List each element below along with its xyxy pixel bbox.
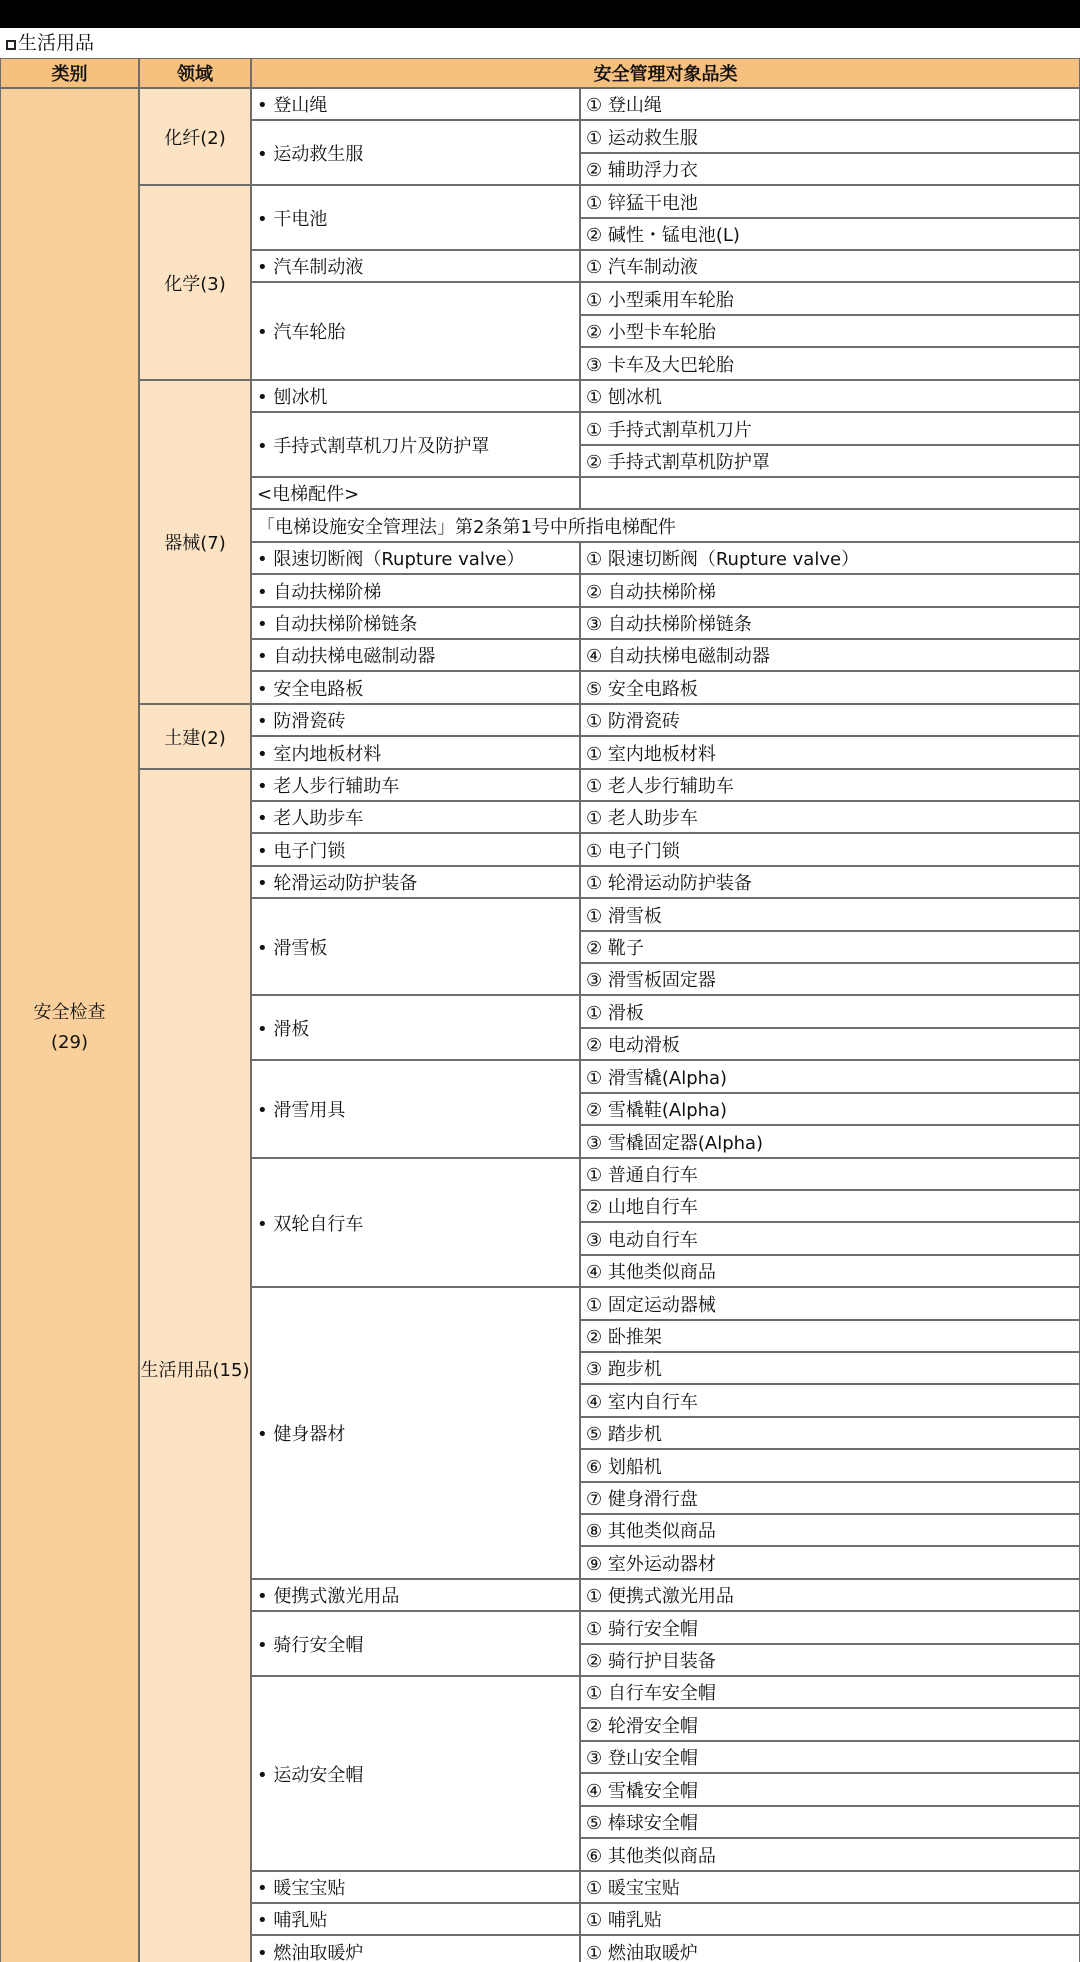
class-cell: ① 汽车制动液 <box>580 250 1080 282</box>
class-cell: ① 燃油取暖炉 <box>580 1935 1080 1962</box>
class-cell: ③ 跑步机 <box>580 1352 1080 1384</box>
item-cell: • 登山绳 <box>251 88 580 120</box>
item-cell: • 汽车制动液 <box>251 250 580 282</box>
class-cell: ④ 其他类似商品 <box>580 1255 1080 1287</box>
item-cell: • 安全电路板 <box>251 671 580 704</box>
class-cell: ② 靴子 <box>580 931 1080 963</box>
class-cell: ② 雪橇鞋(Alpha) <box>580 1093 1080 1125</box>
item-cell: • 老人助步车 <box>251 801 580 833</box>
class-cell: ① 骑行安全帽 <box>580 1611 1080 1644</box>
field-cell: 化纤(2) <box>139 88 251 185</box>
category-cell <box>0 88 139 1962</box>
class-cell: ② 手持式割草机防护罩 <box>580 445 1080 477</box>
item-cell: • 自动扶梯电磁制动器 <box>251 639 580 671</box>
class-cell: ① 滑板 <box>580 995 1080 1028</box>
item-cell: • 运动救生服 <box>251 120 580 185</box>
item-cell: <电梯配件> <box>251 477 580 509</box>
item-cell: • 自动扶梯阶梯链条 <box>251 607 580 639</box>
class-cell: ③ 卡车及大巴轮胎 <box>580 347 1080 380</box>
class-cell: ① 便携式激光用品 <box>580 1579 1080 1611</box>
class-cell: ④ 室内自行车 <box>580 1384 1080 1417</box>
class-cell: ⑧ 其他类似商品 <box>580 1514 1080 1546</box>
class-cell: ① 登山绳 <box>580 88 1080 120</box>
item-cell: • 自动扶梯阶梯 <box>251 574 580 607</box>
class-cell: ⑥ 划船机 <box>580 1449 1080 1482</box>
class-cell: ⑥ 其他类似商品 <box>580 1838 1080 1871</box>
class-cell: ⑨ 室外运动器材 <box>580 1546 1080 1579</box>
class-cell: ① 限速切断阀（Rupture valve） <box>580 542 1080 574</box>
class-cell: ② 骑行护目装备 <box>580 1644 1080 1676</box>
item-cell: • 滑雪用具 <box>251 1060 580 1158</box>
item-cell: • 干电池 <box>251 185 580 250</box>
item-cell: • 手持式割草机刀片及防护罩 <box>251 412 580 477</box>
class-cell: ① 室内地板材料 <box>580 736 1080 769</box>
class-cell: ④ 雪橇安全帽 <box>580 1773 1080 1806</box>
item-cell: • 便携式激光用品 <box>251 1579 580 1611</box>
class-cell: ② 自动扶梯阶梯 <box>580 574 1080 607</box>
item-cell: • 健身器材 <box>251 1287 580 1579</box>
class-cell: ③ 滑雪板固定器 <box>580 963 1080 995</box>
page-title: 生活用品 <box>18 32 95 54</box>
item-cell: • 滑雪板 <box>251 898 580 995</box>
category-name: 安全检查 <box>33 1002 106 1023</box>
class-cell: ① 老人步行辅助车 <box>580 769 1080 801</box>
item-cell: • 刨冰机 <box>251 380 580 412</box>
class-cell: ⑤ 踏步机 <box>580 1417 1080 1449</box>
item-cell: • 暖宝宝贴 <box>251 1871 580 1903</box>
class-cell: ② 山地自行车 <box>580 1190 1080 1222</box>
field-cell: 化学(3) <box>139 185 251 380</box>
class-cell: ① 运动救生服 <box>580 120 1080 153</box>
item-cell: • 运动安全帽 <box>251 1676 580 1871</box>
class-cell: ② 碱性・锰电池(L) <box>580 218 1080 250</box>
class-cell: ① 暖宝宝贴 <box>580 1871 1080 1903</box>
class-cell: ① 防滑瓷砖 <box>580 704 1080 736</box>
class-cell: ① 轮滑运动防护装备 <box>580 866 1080 898</box>
item-cell: • 汽车轮胎 <box>251 282 580 380</box>
header-target: 安全管理对象品类 <box>251 58 1080 88</box>
class-cell: ① 手持式割草机刀片 <box>580 412 1080 445</box>
field-cell: 器械(7) <box>139 380 251 704</box>
class-cell: ② 电动滑板 <box>580 1028 1080 1060</box>
item-cell: • 老人步行辅助车 <box>251 769 580 801</box>
class-cell: ⑦ 健身滑行盘 <box>580 1482 1080 1514</box>
class-cell: ① 滑雪板 <box>580 898 1080 931</box>
class-cell: ① 自行车安全帽 <box>580 1676 1080 1708</box>
item-cell: • 限速切断阀（Rupture valve） <box>251 542 580 574</box>
class-cell: ③ 雪橇固定器(Alpha) <box>580 1125 1080 1158</box>
class-cell: ① 小型乘用车轮胎 <box>580 282 1080 315</box>
class-cell: ① 锌猛干电池 <box>580 185 1080 218</box>
field-cell: 生活用品(15) <box>139 769 251 1962</box>
item-cell: • 哺乳贴 <box>251 1903 580 1935</box>
class-cell: ① 普通自行车 <box>580 1158 1080 1190</box>
class-cell: ⑤ 安全电路板 <box>580 671 1080 704</box>
item-note: 「电梯设施安全管理法」第2条第1号中所指电梯配件 <box>251 509 1080 542</box>
item-cell: • 室内地板材料 <box>251 736 580 769</box>
class-cell: ① 滑雪橇(Alpha) <box>580 1060 1080 1093</box>
class-cell: ① 老人助步车 <box>580 801 1080 833</box>
class-cell: ① 电子门锁 <box>580 833 1080 866</box>
class-cell: ③ 电动自行车 <box>580 1222 1080 1255</box>
class-cell: ① 哺乳贴 <box>580 1903 1080 1935</box>
class-cell: ① 刨冰机 <box>580 380 1080 412</box>
item-cell: • 滑板 <box>251 995 580 1060</box>
item-cell: • 双轮自行车 <box>251 1158 580 1287</box>
class-cell: ② 轮滑安全帽 <box>580 1708 1080 1741</box>
item-cell: • 燃油取暖炉 <box>251 1935 580 1962</box>
class-cell: ② 卧推架 <box>580 1320 1080 1352</box>
class-cell: ③ 自动扶梯阶梯链条 <box>580 607 1080 639</box>
item-cell: • 电子门锁 <box>251 833 580 866</box>
category-count: (29) <box>51 1032 88 1053</box>
class-cell: ② 辅助浮力衣 <box>580 153 1080 185</box>
class-cell: ③ 登山安全帽 <box>580 1741 1080 1773</box>
header-category: 类别 <box>0 58 139 88</box>
item-cell: • 骑行安全帽 <box>251 1611 580 1676</box>
item-cell: • 轮滑运动防护装备 <box>251 866 580 898</box>
class-cell: ④ 自动扶梯电磁制动器 <box>580 639 1080 671</box>
item-cell: • 防滑瓷砖 <box>251 704 580 736</box>
class-cell: ① 固定运动器械 <box>580 1287 1080 1320</box>
field-cell: 土建(2) <box>139 704 251 769</box>
header-field: 领域 <box>139 58 251 88</box>
class-cell: ⑤ 棒球安全帽 <box>580 1806 1080 1838</box>
class-cell <box>580 477 1080 509</box>
class-cell: ② 小型卡车轮胎 <box>580 315 1080 347</box>
